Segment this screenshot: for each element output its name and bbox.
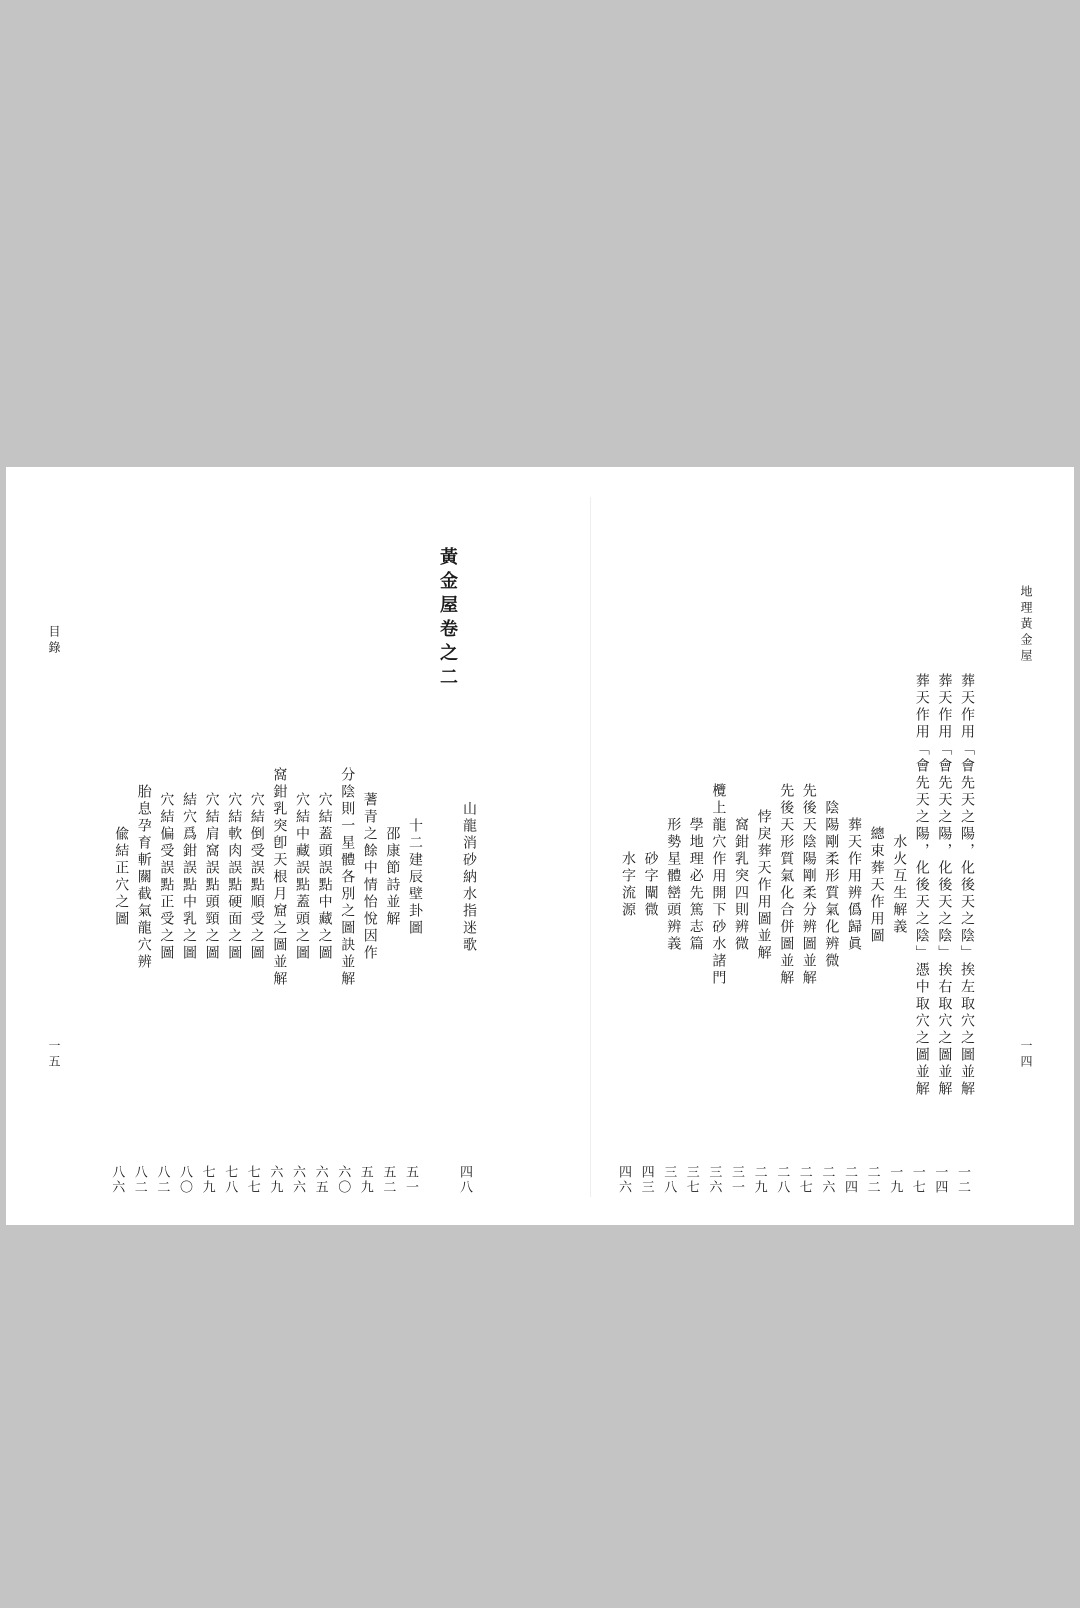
toc-entry-page-number: 七九 (199, 1165, 215, 1195)
toc-entry-title: 穴結肩窩誤點頭頸之圖 (203, 792, 220, 962)
toc-entry (246, 577, 264, 1177)
toc-entry-title: 山龍消砂納水指迷歌 (461, 800, 477, 954)
toc-entry-title: 穴結倒受誤點順受之圖 (248, 792, 265, 962)
toc-entry-page-number: 二九 (751, 1165, 767, 1195)
toc-entry (201, 577, 219, 1177)
toc-entry-page-number: 一四 (932, 1165, 948, 1195)
toc-entry-title: 偸結正穴之圖 (113, 826, 130, 928)
toc-entry (956, 585, 974, 1185)
toc-entry (775, 585, 793, 1185)
folio-right: 一四 (1019, 1039, 1033, 1071)
toc-entry-title: 結穴爲鉗誤點中乳之圖 (181, 792, 197, 962)
toc-entry (617, 585, 635, 1185)
toc-entry (866, 585, 884, 1185)
toc-entry-page-number: 三七 (683, 1165, 699, 1195)
book-spread (6, 467, 1074, 1225)
section-heading: 黃金屋卷之二 (437, 547, 458, 691)
running-header-right: 地理黃金屋 (1019, 585, 1033, 665)
toc-entry-page-number: 三一 (729, 1165, 744, 1195)
toc-entry-title: 砂字闡微 (642, 851, 659, 919)
toc-entry-title: 分陰則一星體各別之圖訣並解 (339, 766, 356, 988)
toc-entry-title: 窩鉗乳突卽天根月窟之圖並解 (271, 766, 288, 988)
toc-entry (155, 577, 173, 1177)
toc-entry (888, 585, 906, 1185)
toc-entry (640, 585, 658, 1185)
toc-entry-page-number: 二四 (842, 1165, 857, 1195)
toc-entry-page-number: 三六 (706, 1165, 722, 1195)
toc-entry-title: 穴結蓋頭誤點中藏之圖 (316, 792, 333, 962)
toc-entry-title: 水火互生解義 (891, 834, 908, 936)
toc-entry (911, 585, 929, 1185)
toc-entry (223, 577, 241, 1177)
toc-entry-title: 水字流源 (620, 851, 636, 919)
toc-entry (336, 577, 354, 1177)
toc-entry-title: 總束葬天作用圖 (868, 825, 885, 945)
toc-entry-page-number: 五二 (380, 1165, 396, 1195)
running-header-left: 目錄 (47, 625, 61, 657)
folio-left: 一五 (47, 1039, 61, 1071)
page-gutter (590, 497, 591, 1197)
toc-entry-page-number: 六六 (290, 1165, 305, 1195)
toc-entry-page-number: 七八 (222, 1165, 238, 1195)
toc-entry (662, 585, 680, 1185)
toc-entry-title: 先後天形質氣化合併圖並解 (778, 783, 795, 987)
toc-entry-page-number: 八六 (109, 1165, 125, 1195)
toc-entry (458, 577, 476, 1177)
toc-entry-page-number: 四三 (638, 1165, 654, 1195)
toc-entry-page-number: 二六 (819, 1165, 835, 1195)
toc-entry-title: 穴結中藏誤點蓋頭之圖 (294, 792, 310, 962)
toc-entry (820, 585, 838, 1185)
toc-entry (291, 577, 309, 1177)
toc-entry-title: 穴結偏受誤點正受之圖 (158, 792, 175, 962)
toc-entry-page-number: 一七 (909, 1165, 925, 1195)
toc-entry-title: 邵康節詩並解 (384, 826, 401, 928)
toc-entry-page-number: 一九 (887, 1165, 903, 1195)
toc-entry-title: 葬天作用「會先天之陽，化後天之陰」挨右取穴之圖並解 (936, 672, 953, 1098)
toc-entry (381, 577, 399, 1177)
toc-entry-title: 形勢星體巒頭辨義 (665, 817, 682, 953)
toc-entry (753, 585, 771, 1185)
toc-entry (798, 585, 816, 1185)
toc-entry (359, 577, 377, 1177)
toc-entry (707, 585, 725, 1185)
toc-entry (178, 577, 196, 1177)
toc-entry (685, 585, 703, 1185)
toc-entry-page-number: 二八 (774, 1165, 790, 1195)
toc-entry-page-number: 六五 (312, 1165, 328, 1195)
toc-entry (133, 577, 151, 1177)
toc-entry-page-number: 一二 (955, 1165, 970, 1195)
toc-entry-page-number: 五一 (403, 1165, 418, 1195)
toc-entry-title: 悖戾葬天作用圖並解 (755, 808, 772, 962)
toc-entry-title: 欖上龍穴作用開下砂水諸門 (710, 783, 727, 987)
toc-entry (730, 585, 748, 1185)
toc-entry-page-number: 八〇 (177, 1165, 192, 1195)
toc-entry (404, 577, 422, 1177)
toc-entry-page-number: 六九 (267, 1165, 283, 1195)
toc-entry (933, 585, 951, 1185)
toc-entry-title: 學地理必先篤志篇 (687, 817, 704, 953)
toc-entry-page-number: 二二 (864, 1165, 880, 1195)
toc-entry (314, 577, 332, 1177)
toc-entry-title: 葬天作用「會先天之陽，化後天之陰」憑中取穴之圖並解 (913, 672, 930, 1098)
toc-entry-page-number: 四六 (616, 1165, 631, 1195)
toc-entry (843, 585, 861, 1185)
toc-entry (110, 577, 128, 1177)
toc-entry-page-number: 三八 (661, 1165, 677, 1195)
toc-entry-title: 先後天陰陽剛柔分辨圖並解 (800, 783, 817, 987)
toc-entry-page-number: 二七 (796, 1165, 812, 1195)
toc-entry-title: 蓍青之餘中情怡悅因作 (361, 792, 378, 962)
toc-entry-title: 穴結軟肉誤點硬面之圖 (226, 792, 243, 962)
toc-entry-page-number: 七七 (244, 1165, 260, 1195)
toc-entry-title: 葬天作用「會先天之陽，化後天之陰」挨左取穴之圖並解 (959, 672, 975, 1098)
toc-entry (268, 577, 286, 1177)
toc-entry-title: 胎息孕育斬關截氣龍穴辨 (135, 783, 152, 971)
toc-entry-page-number: 八二 (154, 1165, 170, 1195)
toc-entry-title: 窩鉗乳突四則辨微 (733, 817, 749, 953)
toc-entry-page-number: 四八 (457, 1165, 472, 1195)
toc-entry-title: 十二建辰壁卦圖 (407, 817, 423, 937)
toc-entry-page-number: 六〇 (335, 1165, 351, 1195)
toc-entry-page-number: 八二 (131, 1165, 147, 1195)
toc-entry-page-number: 五九 (357, 1165, 373, 1195)
toc-entry-title: 葬天作用辨僞歸眞 (846, 817, 862, 953)
toc-entry-title: 陰陽剛柔形質氣化辨微 (823, 800, 840, 970)
